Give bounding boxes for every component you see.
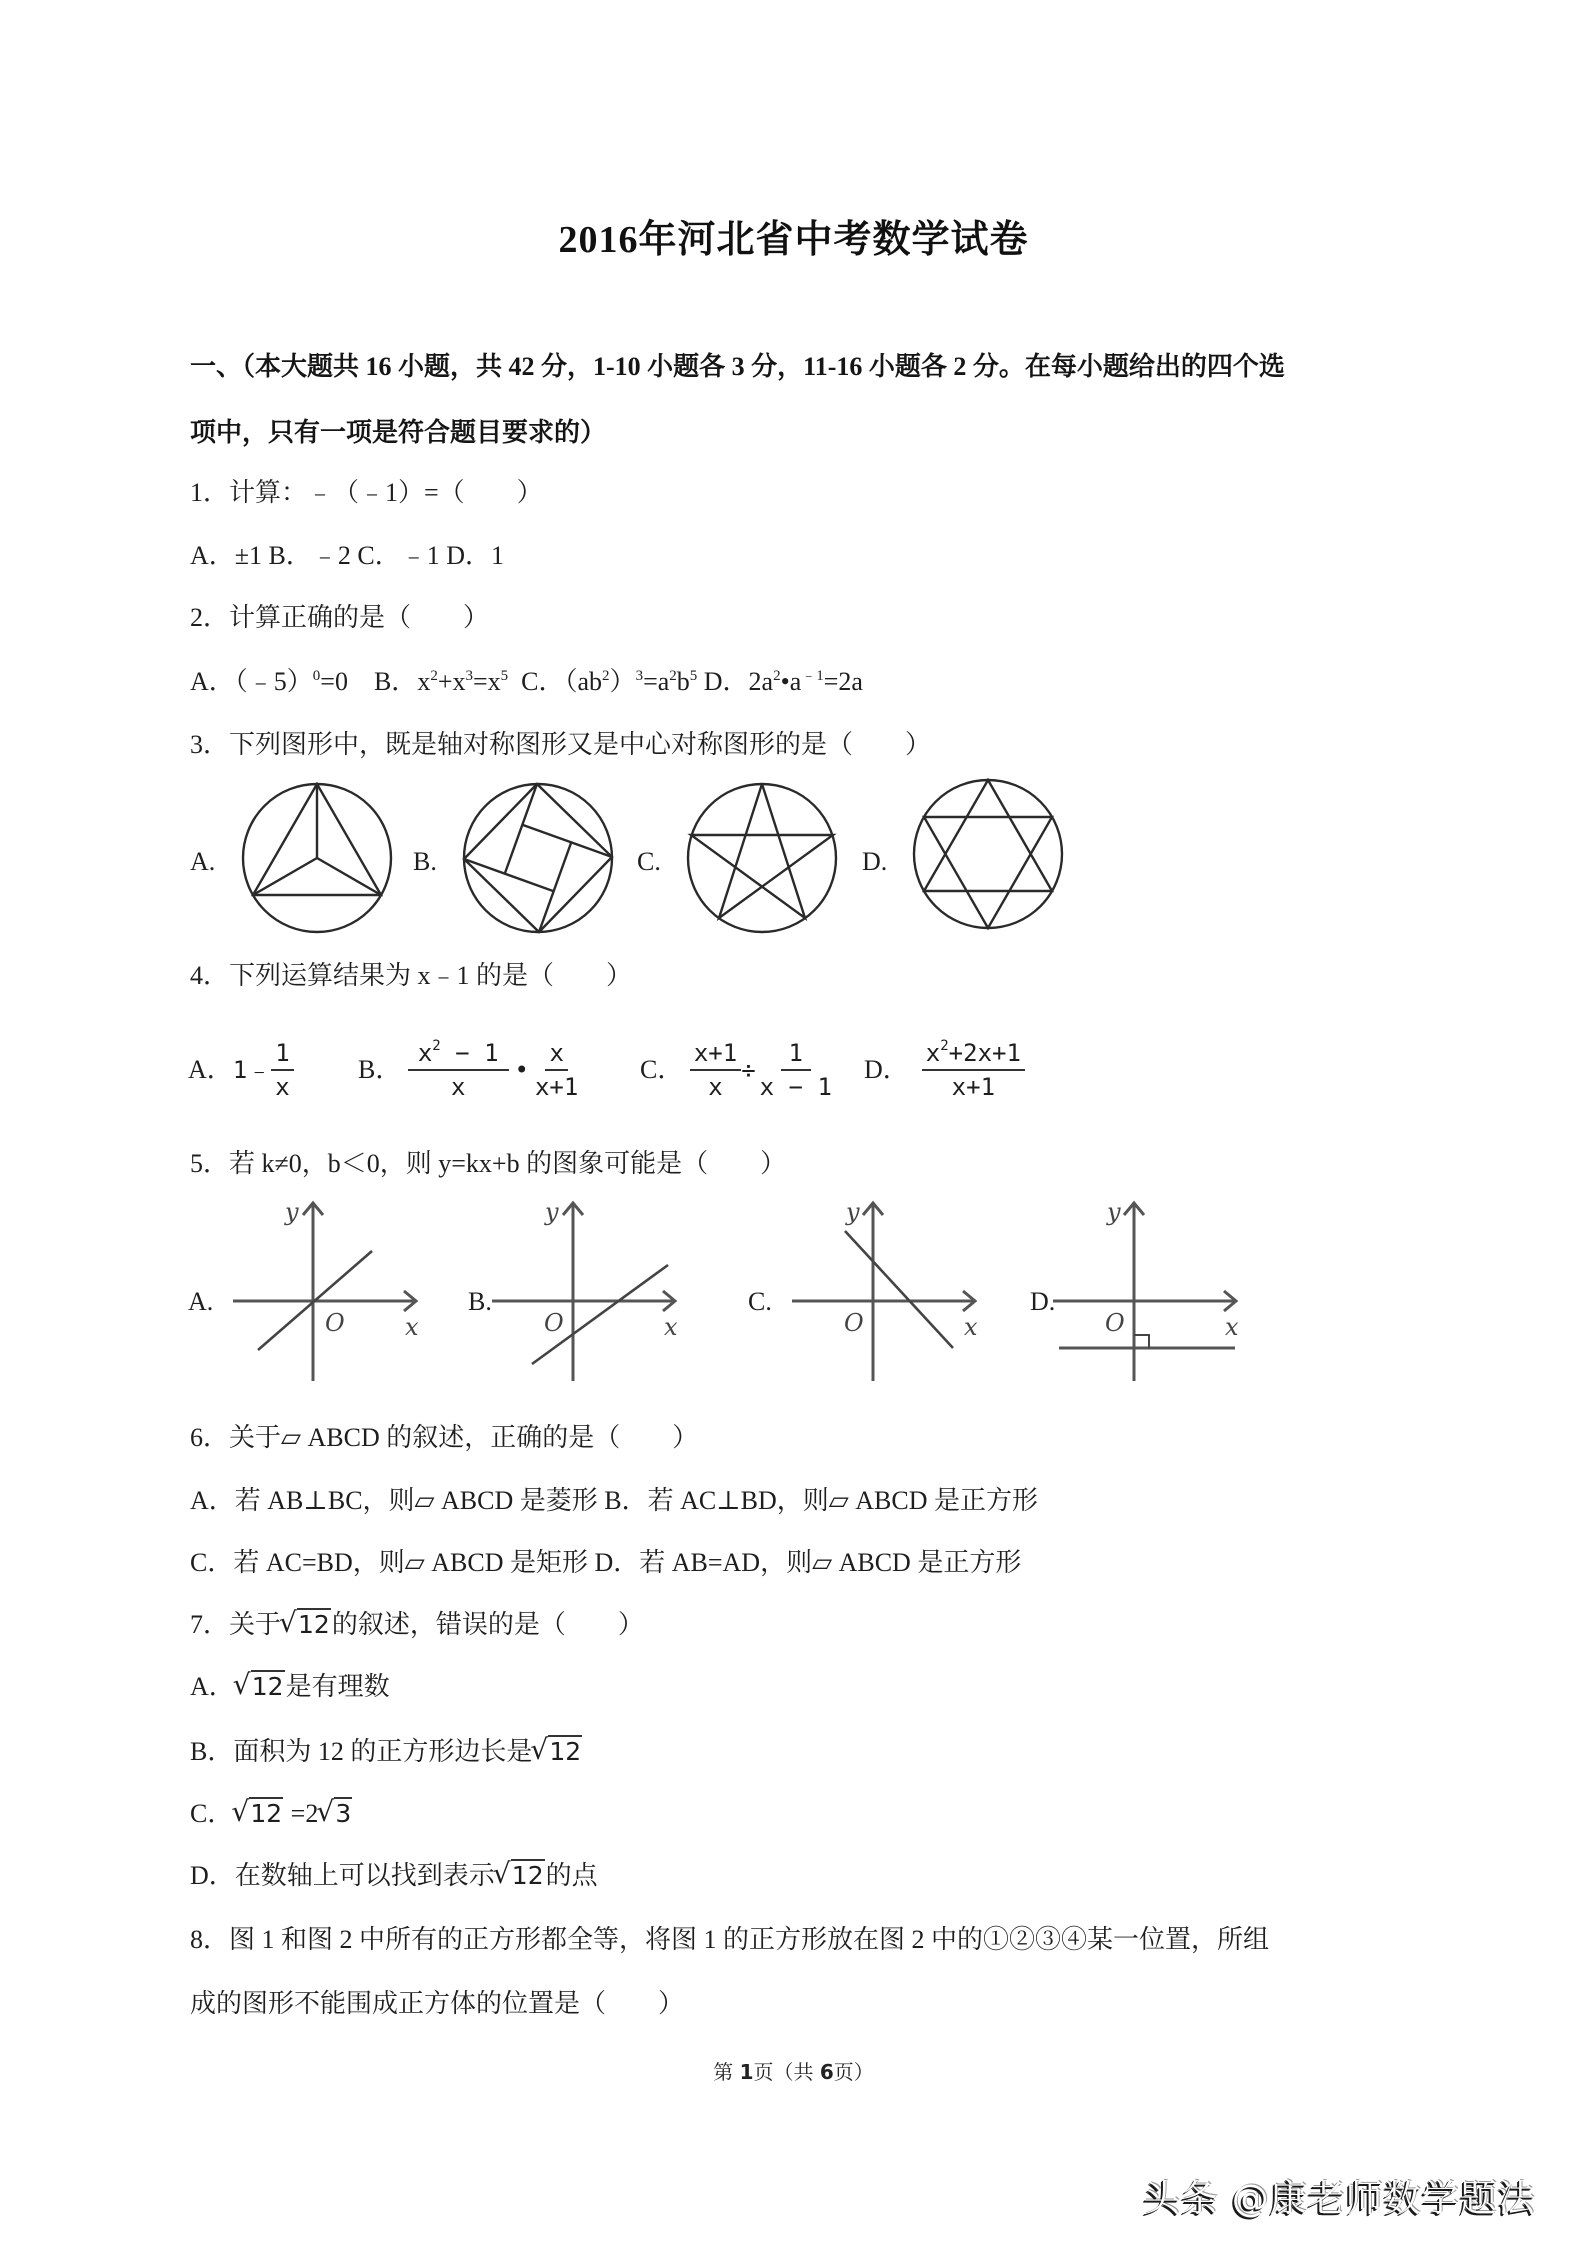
question-4-option-b: B． $\frac{x^2 - 1}{x}$ • $\frac{x}{x+1}$: [358, 1030, 582, 1110]
question-6-options-line-1: A．若 AB⊥BC，则▱ ABCD 是菱形 B．若 AC⊥BD，则▱ ABCD 是正方形: [190, 1486, 1039, 1515]
fraction: $\frac{x+1}{x}$: [690, 1039, 741, 1101]
figure-triangle-in-circle: [240, 781, 394, 935]
question-4-option-a: A． 1﹣ $\frac{1}{x}$: [188, 1030, 294, 1110]
question-7-option-b: B．面积为 12 的正方形边长是 √ 12: [190, 1736, 583, 1768]
x-axis-label: x: [664, 1313, 678, 1341]
square-root: √ 12: [532, 1736, 582, 1768]
fraction: $\frac{x^2 - 1}{x}$: [408, 1039, 509, 1101]
question-5-option-b-label: B.: [468, 1287, 492, 1316]
origin-label: O: [325, 1309, 345, 1337]
figure-square-pinwheel-in-circle: [461, 781, 615, 935]
x-axis-label: x: [405, 1313, 419, 1341]
square-root: √ 12: [235, 1671, 285, 1703]
question-5-option-c-label: C.: [748, 1287, 772, 1316]
option-a-label: A．: [190, 667, 235, 696]
fraction: $\frac{1}{x - 1}$: [759, 1039, 832, 1101]
question-6-stem: 6．关于▱ ABCD 的叙述，正确的是（ ）: [190, 1423, 699, 1452]
origin-label: O: [1105, 1309, 1125, 1337]
y-axis-label: y: [846, 1198, 860, 1226]
question-3-stem: 3．下列图形中，既是轴对称图形又是中心对称图形的是（ ）: [190, 730, 932, 759]
question-5-stem: 5．若 k≠0，b＜0，则 y=kx+b 的图象可能是（ ）: [190, 1149, 787, 1178]
section-header-line-1: 一、（本大题共 16 小题，共 42 分，1-10 小题各 3 分，11-16 小题各 2 分。在每小题给出的四个选: [190, 352, 1285, 381]
graph-d-horizontal-line: [1053, 1198, 1243, 1383]
question-4-stem: 4．下列运算结果为 x﹣1 的是（ ）: [190, 961, 633, 990]
figure-hexagram-in-circle: [911, 777, 1065, 931]
question-7-option-d: D．在数轴上可以找到表示 √ 12的点: [190, 1860, 598, 1892]
question-3-option-a-label: A.: [190, 847, 216, 876]
square-root: √ 12: [281, 1609, 331, 1641]
option-d-label: D．: [703, 667, 749, 696]
fraction: $\frac{1}{x}$: [271, 1039, 293, 1101]
exam-title: 2016年河北省中考数学试卷: [558, 219, 1029, 261]
question-3-option-c-label: C.: [637, 847, 661, 876]
question-2-options: A．（﹣5）$^0$=0 B．$x^2+x^3=x^5$ C．$(ab^2)^3=a^2b^5$ D．$2a^2•a^{﹣1}=2a$: [190, 667, 863, 696]
square-root: √ 12: [495, 1860, 545, 1892]
question-2-stem: 2．计算正确的是（ ）: [190, 603, 490, 632]
current-page: 1: [739, 2060, 754, 2084]
option-c-label: C．: [521, 667, 565, 696]
question-8-stem-line-1: 8．图 1 和图 2 中所有的正方形都全等，将图 1 的正方形放在图 2 中的①②③④某一位置，所组: [190, 1925, 1270, 1954]
graph-c-negative-slope-positive-intercept: [792, 1198, 982, 1383]
origin-label: O: [544, 1309, 564, 1337]
question-5-option-d-label: D.: [1030, 1287, 1056, 1316]
graph-a-line-through-origin: [233, 1198, 423, 1383]
question-8-stem-line-2: 成的图形不能围成正方体的位置是（ ）: [190, 1989, 685, 2018]
question-3-option-b-label: B.: [413, 847, 437, 876]
fraction: $\frac{x^2+2x+1}{x+1}$: [922, 1039, 1025, 1101]
question-4-option-c: C． $\frac{x+1}{x}$ ÷ $\frac{1}{x - 1}$: [640, 1030, 836, 1110]
question-6-options-line-2: C．若 AC=BD，则▱ ABCD 是矩形 D．若 AB=AD，则▱ ABCD 是正方形: [190, 1548, 1022, 1577]
question-5-option-a-label: A.: [188, 1287, 214, 1316]
question-7-option-a: A． √ 12是有理数: [190, 1671, 390, 1703]
y-axis-label: y: [545, 1198, 559, 1226]
square-root: √ 12: [233, 1798, 283, 1830]
question-1-options: A．±1 B．﹣2 C．﹣1 D．1: [190, 541, 505, 570]
x-axis-label: x: [964, 1313, 978, 1341]
question-7-stem: 7．关于 √ 12的叙述，错误的是（ ）: [190, 1609, 644, 1641]
question-7-option-c: C． √ 12 =2 √ 3: [190, 1798, 353, 1830]
square-root: √ 3: [318, 1798, 352, 1830]
question-4-option-d: D． $\frac{x^2+2x+1}{x+1}$: [864, 1030, 1025, 1110]
y-axis-label: y: [1107, 1198, 1121, 1226]
question-1-stem: 1．计算：﹣（﹣1）=（ ）: [190, 478, 543, 507]
watermark: 头条 @康老师数学题法: [1143, 2177, 1536, 2220]
x-axis-label: x: [1225, 1313, 1239, 1341]
question-3-option-d-label: D.: [862, 847, 888, 876]
option-b-label: B．: [373, 667, 418, 696]
page-footer: 第 1页（共 6页）: [713, 2060, 874, 2084]
figure-pentagram-in-circle: [685, 781, 839, 935]
y-axis-label: y: [285, 1198, 299, 1226]
section-header-line-2: 项中，只有一项是符合题目要求的）: [190, 418, 607, 447]
origin-label: O: [844, 1309, 864, 1337]
total-pages: 6: [819, 2060, 834, 2084]
graph-b-positive-slope-negative-intercept: [492, 1198, 682, 1383]
fraction: $\frac{x}{x+1}$: [534, 1039, 579, 1101]
